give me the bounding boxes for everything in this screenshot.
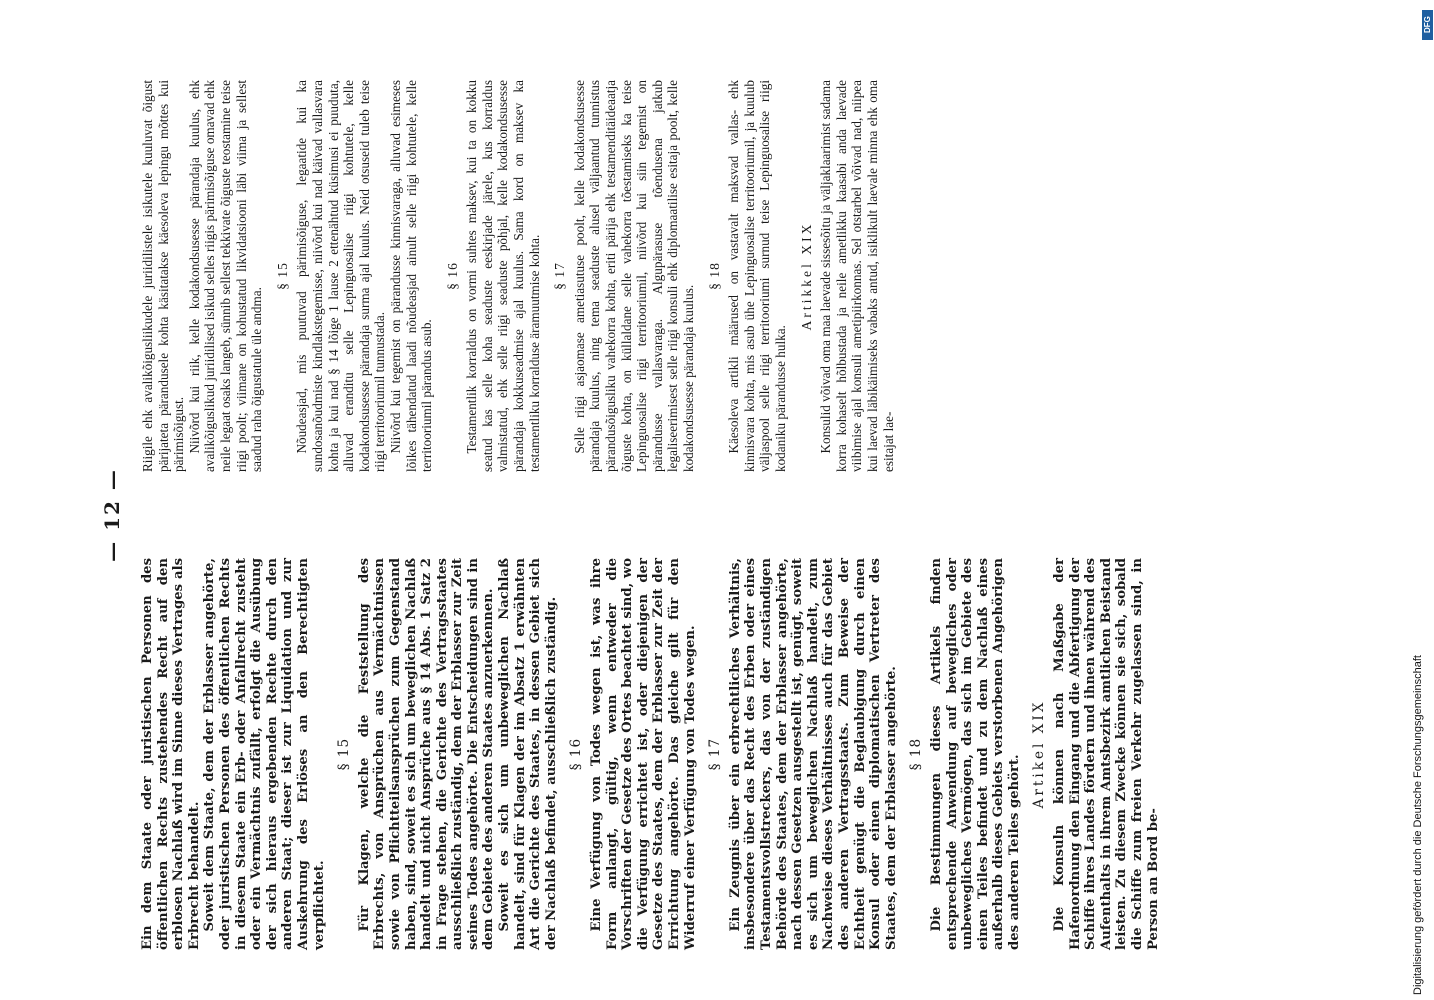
paragraph: Selle riigi asjaomase ametiasutuse poolt, kelle kodakondsusesse pärandaja kuulus, ning tema seaduste alusel väljaantud tunnistus pärandusõigusliku vahekorra kohta, eriti pärija ehk testamenditäideaatja õiguste kohta, on küllaldane selle vahekorra tõestamiseks ka teise Lepinguosalise riigi territooriumil, niivõrd kui siin tegemist on pärandusse vallasvaraga. Algupärasuse tõendusena jatkub legaliseerimisest selle riigi konsuli ehk diplomaatilise esitaja poolt, kelle kodakondsusesse pärandaja kuulus.: [571, 80, 696, 472]
paragraph: Testamentlik korraldus on vormi suhtes maksev, kui ta on kokku seatud kas selle koha seaduste eeskirjade järele, kus korraldus valmistatud, ehk selle riigi seaduste põhjal, kelle kodakondsusesse pärandaja kokkuseadmise ajal kuulus. Sama kord on maksev ka testamentliku korralduse äramuutmise kohta.: [464, 80, 542, 472]
paragraph: Ein Zeugnis über ein erbrechtliches Verhältnis, insbesondere über das Recht des Erben oder eines Testamentsvollstreckers, das von der zuständigen Behörde des Staates, dem der Erblasser angehörte, nach dessen Gesetzen ausgestellt ist, genügt, soweit es sich um beweglichen Nachlaß handelt, zum Nachweise dieses Verhältnisses auch für das Gebiet des anderen Vertragsstaats. Zum Beweise der Echtheit genügt die Beglaubigung durch einen Konsul oder einen diplomatischen Vertreter des Staates, dem der Erblasser angehörte.: [727, 558, 899, 950]
estonian-text-column: [140, 80, 896, 472]
paragraph: Ein dem Staate oder juristischen Personen des öffentlichen Rechts zustehendes Recht auf den erblosen Nachlaß wird im Sinne dieses Vertrages als Erbrecht behandelt.: [140, 558, 202, 950]
section-heading: § 15: [336, 737, 353, 771]
paragraph: Niivõrd kui riik, kelle kodakondsusesse pärandaja kuulus, ehk avalikõiguslikud juriidilised isikud selles riigis pärimisõiguse omavad ehk neile legaat osaks langeb, sünnib sellest tekkivate õiguste teostamine teise riigi poolt; viimane on kohustatud likvidatsiooni läbi viima ja sellest saadud raha õigustatule üle andma.: [186, 80, 265, 472]
paragraph: Eine Verfügung von Todes wegen ist, was ihre Form anlangt, gültig, wenn entweder die Vorschriften der Gesetze des Ortes beachtet sind, wo die Verfügung errichtet ist, oder diejenigen der Gesetze des Staates, dem der Erblasser zur Zeit der Errichtung angehörte. Das gleiche gilt für den Widerruf einer Verfügung von Todes wegen.: [589, 558, 698, 950]
paragraph: Soweit dem Staate, dem der Erblasser angehörte, oder juristischen Personen des öffentlichen Rechts in diesem Staate ein Erb- oder Anfallrecht zusteht oder ein Vermächtnis zufällt, erfolgt die Ausübung der sich hieraus ergebenden Rechte durch den anderen Staat; dieser ist zur Liquidation und zur Auskehrung des Erlöses an den Berechtigten verpflichtet.: [202, 558, 327, 950]
section-heading: § 16: [568, 737, 585, 771]
rotated-page: [100, 80, 1300, 950]
paragraph: Für Klagen, welche die Feststellung des Erbrechts, von Ansprüchen aus Vermächtnissen sowie von Pflichtteilsansprüchen zum Gegenstand haben, sind, soweit es sich um beweglichen Nachlaß handelt und nicht Ansprüche aus § 14 Abs. 1 Satz 2 in Frage stehen, die Gerichte des Vertragsstaates ausschließlich zuständig, dem der Erblasser zur Zeit seines Todes angehörte. Die Entscheidungen sind in dem Gebiete des anderen Staates anzuerkennen.: [356, 558, 497, 950]
section-heading: § 17: [707, 737, 724, 771]
paragraph: Niivõrd kui tegemist on pärandusse kinnisvaraga, alluvad esimeses lõikes tähendatud laadi nõudeasjad ainult selle riigi kohtutele, kelle territooriumil pärandus asub.: [387, 80, 435, 472]
section-heading: § 16: [444, 262, 460, 290]
section-heading: § 15: [274, 262, 290, 290]
paragraph: Soweit es sich um unbeweglichen Nachlaß handelt, sind für Klagen der im Absatz 1 erwähnten Art die Gerichte des Staates, in dessen Gebiet sich der Nachlaß befindet, ausschließlich zuständig.: [497, 558, 559, 950]
section-heading: § 18: [706, 262, 722, 290]
dfg-logo: DFG: [1422, 10, 1433, 40]
section-heading: § 17: [552, 262, 568, 290]
article-heading: Artikkel XIX: [798, 221, 814, 331]
section-heading: § 18: [908, 737, 925, 771]
paragraph: Riigile ehk avalikõigusliikudele juriidilistele isikutele kuuluvat õigust pärijateta pärandusele kohta käsitatakse käesoleva lepingu mõttes kui pärimisõigust.: [140, 80, 187, 472]
digitization-credit: Digitalisierung gefördert durch die Deutsche Forschungsgemeinschaft: [1412, 655, 1424, 995]
german-text-column: [140, 558, 1161, 950]
article-heading: Artikel XIX: [1031, 699, 1048, 809]
page-number: — 12 —: [100, 468, 124, 562]
paragraph: Die Bestimmungen dieses Artikels finden entsprechende Anwendung auf bewegliches oder unbewegliches Vermögen, das sich im Gebiete des einen Teiles befindet und zu dem Nachlaß eines außerhalb dieses Gebiets verstorbenen Angehörigen des anderen Teiles gehört.: [928, 558, 1022, 950]
paragraph: Die Konsuln können nach Maßgabe der Hafenordnung den Eingang und die Abfertigung der Schiffe ihres Landes fördern und ihnen während des Aufenthalts in ihrem Amtsbezirk amtlichen Beistand leisten. Zu diesem Zwecke können sie sich, sobald die Schiffe zum freien Verkehr zugelassen sind, in Person an Bord be-: [1052, 558, 1161, 950]
paragraph: Käesoleva artikli määrused on vastavalt maksvad vallas- ehk kinnisvara kohta, mis asub ühe Lepinguosalise territooriumil, ja kuulub väljaspool selle riigi territooriumi surnud teise Lepinguosalise riigi kodaniku pärandusse hulka.: [726, 80, 788, 472]
paragraph: Nõudeasjad, mis puutuvad pärimisõiguse, legaatide kui ka sundosanõudmiste kindlakstegemisse, niivõrd kui nad käivad vallasvara kohta ja kui nad § 14 lõige 1 lause 2 ettenähtud küsimusi ei puuduta, alluvad eranditu selle Lepinguosalise riigi kohtutele, kelle kodakondsusesse pärandaja surma ajal kuulus. Neid otsuseid tuleb teise riigi territooriumil tunnustada.: [294, 80, 388, 472]
paragraph: Konsulid võivad oma maa laevade sissesõitu ja väljaklaarimist sadama korra kohaselt hõlbustada ja neile ametlikku kaasabi anda laevade viibimise ajal konsuli ametipiirkonnas. Sel otstarbel võivad nad, niipea kui laevad läbikäimiseks vabaks antud, isiklikult laevale minna ehk oma esitajat lae-: [818, 79, 896, 472]
